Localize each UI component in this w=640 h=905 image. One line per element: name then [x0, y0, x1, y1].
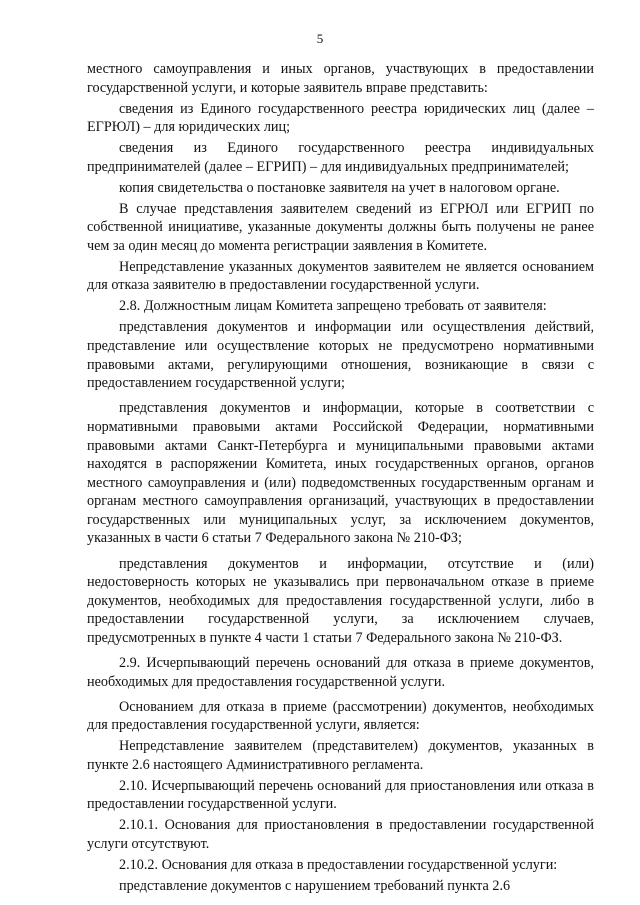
paragraph: 2.10.2. Основания для отказа в предоставлении государственной услуги:	[119, 857, 558, 874]
paragraph: представления документов и информации или осуществления действий, представление или осуществление которых не предусмотрено нормативными правовыми актами, регулирующими отношения, возникающие в связи с предоставлением государственной услуги;	[87, 319, 594, 392]
paragraph: сведения из Единого государственного реестра индивидуальных предпринимателей (далее – ЕГРИП) – для индивидуальных предпринимателей;	[87, 140, 594, 175]
paragraph: представления документов и информации, которые в соответствии с нормативными правовыми актами Российской Федерации, нормативными правовыми актами Санкт-Петербурга и муниципальными правовыми актами находятся в распоряжении Комитета, иных государственных органов, органов местного самоуправления и (или) подведомственных государственным органам и органам местного самоуправления организаций, участвующих в предоставлении государственных или муниципальных услуг, за исключением документов, указанных в части 6 статьи 7 Федерального закона № 210-ФЗ;	[87, 400, 594, 547]
paragraph: сведения из Единого государственного реестра юридических лиц (далее – ЕГРЮЛ) – для юридических лиц;	[87, 100, 594, 136]
document-body	[87, 60, 594, 898]
paragraph: представление документов с нарушением требований пункта 2.6	[119, 878, 511, 895]
paragraph: Основанием для отказа в приеме (рассмотрении) документов, необходимых для предоставления государственной услуги, является:	[87, 698, 594, 734]
paragraph: 2.9. Исчерпывающий перечень оснований для отказа в приеме документов, необходимых для предоставления государственной услуги.	[87, 655, 594, 690]
paragraph: 2.10.1. Основания для приостановления в предоставлении государственной услуги отсутствуют.	[87, 817, 594, 853]
paragraph: В случае представления заявителем сведений из ЕГРЮЛ или ЕГРИП по собственной инициативе, указанные документы должны быть получены не ранее чем за один месяц до момента регистрации заявления в Комитете.	[87, 200, 594, 254]
paragraph: Непредставление заявителем (представителем) документов, указанных в пункте 2.6 настоящего Административного регламента.	[87, 738, 594, 773]
paragraph: 2.8. Должностным лицам Комитета запрещено требовать от заявителя:	[119, 298, 547, 315]
paragraph: местного самоуправления и иных органов, участвующих в предоставлении государственной услуги, и которые заявитель вправе представить:	[87, 61, 594, 96]
paragraph: представления документов и информации, отсутствие и (или) недостоверность которых не указывались при первоначальном отказе в приеме документов, необходимых для предоставления государственной услуги, либо в предоставлении государственной услуги, за исключением случаев, предусмотренных в пункте 4 части 1 статьи 7 Федерального закона № 210-ФЗ.	[87, 555, 594, 646]
page-number: 5	[316, 31, 324, 46]
paragraph: Непредставление указанных документов заявителем не является основанием для отказа заявителю в предоставлении государственной услуги.	[87, 258, 594, 294]
paragraph: 2.10. Исчерпывающий перечень оснований для приостановления или отказа в предоставлении государственной услуги.	[87, 777, 594, 813]
paragraph: копия свидетельства о постановке заявителя на учет в налоговом органе.	[119, 179, 560, 196]
